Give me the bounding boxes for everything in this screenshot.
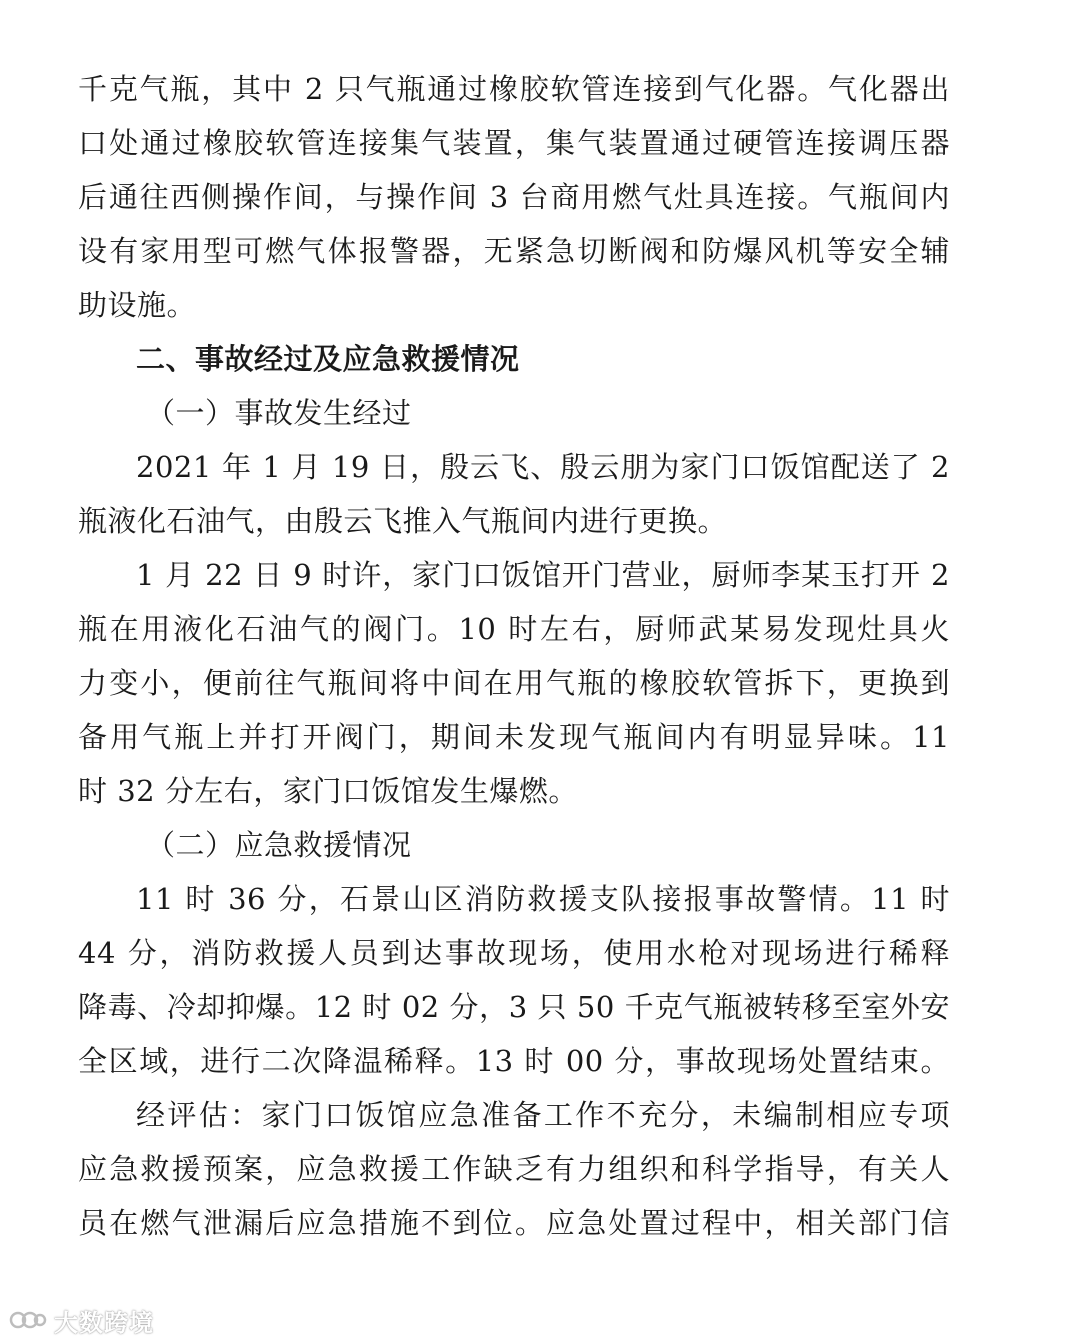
text-line: 力变小，便前往气瓶间将中间在用气瓶的橡胶软管拆下，更换到 bbox=[78, 666, 950, 700]
text-line: 11 时 36 分，石景山区消防救援支队接报事故警情。11 时 bbox=[136, 882, 951, 916]
text-line: 设有家用型可燃气体报警器，无紧急切断阀和防爆风机等安全辅 bbox=[78, 234, 950, 268]
text-line: 后通往西侧操作间，与操作间 3 台商用燃气灶具连接。气瓶间内 bbox=[78, 180, 950, 214]
text-line: 1 月 22 日 9 时许，家门口饭馆开门营业，厨师李某玉打开 2 bbox=[136, 558, 950, 592]
text-line: 2021 年 1 月 19 日，殷云飞、殷云朋为家门口饭馆配送了 2 bbox=[136, 450, 950, 484]
text-line: 口处通过橡胶软管连接集气装置，集气装置通过硬管连接调压器 bbox=[78, 126, 950, 160]
text-line: 降毒、冷却抑爆。12 时 02 分，3 只 50 千克气瓶被转移至室外安 bbox=[78, 990, 950, 1024]
text-line: 备用气瓶上并打开阀门，期间未发现气瓶间内有明显异味。11 bbox=[78, 720, 950, 754]
text-line: 44 分，消防救援人员到达事故现场，使用水枪对现场进行稀释 bbox=[78, 936, 950, 970]
subsection-heading: （二）应急救援情况 bbox=[146, 828, 412, 862]
text-line: 员在燃气泄漏后应急措施不到位。应急处置过程中，相关部门信 bbox=[78, 1206, 950, 1240]
text-line: 全区域，进行二次降温稀释。13 时 00 分，事故现场处置结束。 bbox=[78, 1044, 950, 1078]
section-heading: 二、事故经过及应急救援情况 bbox=[136, 342, 520, 376]
subsection-heading: （一）事故发生经过 bbox=[146, 396, 412, 430]
text-line: 瓶液化石油气，由殷云飞推入气瓶间内进行更换。 bbox=[78, 504, 728, 538]
text-line: 瓶在用液化石油气的阀门。10 时左右，厨师武某易发现灶具火 bbox=[78, 612, 950, 646]
text-line: 助设施。 bbox=[78, 288, 197, 322]
text-line: 经评估：家门口饭馆应急准备工作不充分，未编制相应专项 bbox=[136, 1098, 950, 1132]
logo-icon bbox=[8, 1305, 48, 1335]
watermark-text: 大数跨境 bbox=[54, 1308, 154, 1337]
document-body bbox=[78, 62, 950, 1250]
watermark bbox=[8, 1302, 154, 1338]
text-line: 应急救援预案，应急救援工作缺乏有力组织和科学指导，有关人 bbox=[78, 1152, 950, 1186]
text-line: 千克气瓶，其中 2 只气瓶通过橡胶软管连接到气化器。气化器出 bbox=[78, 72, 950, 106]
text-line: 时 32 分左右，家门口饭馆发生爆燃。 bbox=[78, 774, 578, 808]
